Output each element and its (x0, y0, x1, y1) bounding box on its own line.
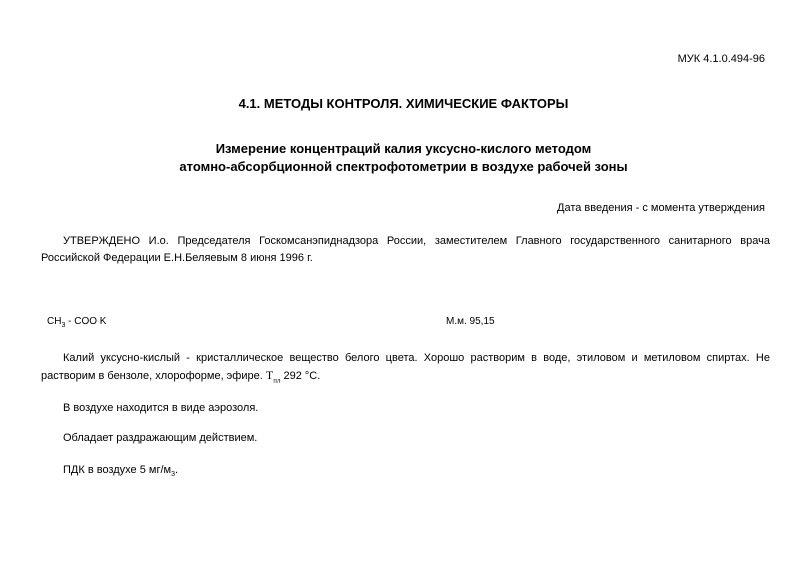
introduction-date: Дата введения - с момента утверждения (557, 202, 765, 214)
irritant-statement: Обладает раздражающим действием. (63, 432, 258, 444)
section-title: 4.1. МЕТОДЫ КОНТРОЛЯ. ХИМИЧЕСКИЕ ФАКТОРЫ (238, 96, 569, 111)
approval-paragraph: УТВЕРЖДЕНО И.о. Председателя Госкомсанэпиднадзора России, заместителем Главного государственного санитарного врача Российской Федерации Е.Н.Беляевым 8 июня 1996 г. (41, 235, 770, 264)
molar-mass: М.м. 95,15 (446, 316, 495, 327)
formula-part-1: CH (47, 316, 62, 327)
formula-part-2: - COO K (65, 316, 107, 327)
melting-point-subscript: пл (273, 376, 281, 385)
pdk-statement (63, 464, 178, 478)
aerosol-statement: В воздухе находится в виде аэрозоля. (63, 402, 259, 414)
pdk-text: ПДК в воздухе 5 мг/м (63, 464, 172, 476)
pdk-suffix: . (174, 464, 179, 476)
formula-subscript: 3 (61, 322, 66, 329)
document-title-line-2: атомно-абсорбционной спектрофотометрии в воздухе рабочей зоны (179, 159, 628, 174)
pdk-subscript: 3 (171, 471, 175, 479)
description-text: Калий уксусно-кислый - кристаллическое вещество белого цвета. Хорошо растворим в воде, этиловом и метиловом спиртах. Не растворим в бензоле, хлороформе, эфире. (41, 352, 770, 382)
melting-point-symbol: $T_{пл}$ (265, 368, 281, 385)
document-title (0, 140, 807, 176)
description-paragraph (41, 350, 770, 389)
document-title-line-1: Измерение концентраций калия уксусно-кислого методом (215, 141, 592, 156)
chemical-formula (47, 316, 106, 329)
melting-point-value: 292 °С. (283, 370, 321, 382)
document-code: МУК 4.1.0.494-96 (677, 53, 765, 65)
